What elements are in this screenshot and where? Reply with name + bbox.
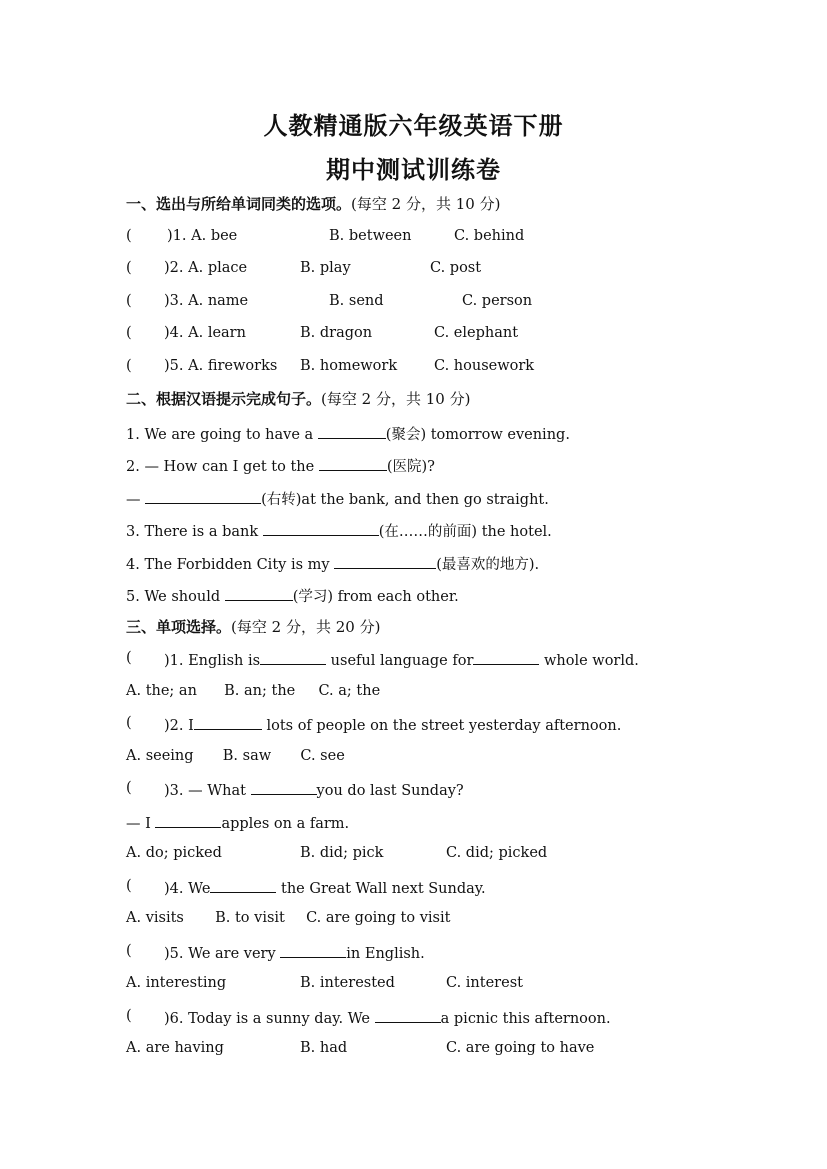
option-a: A. do; picked	[126, 845, 222, 861]
question-4: )4. We the Great Wall next Sunday.	[164, 878, 486, 897]
blank[interactable]	[473, 650, 539, 665]
option-c: C. behind	[454, 228, 525, 244]
blank[interactable]	[263, 521, 379, 536]
sentence-4: 4. The Forbidden City is my (最喜欢的地方).	[126, 553, 539, 574]
answer-bracket: (	[126, 228, 132, 244]
question-1-options	[126, 683, 380, 699]
section2-heading	[126, 388, 470, 409]
blank[interactable]	[334, 554, 436, 569]
option-b: B. interested	[300, 975, 395, 991]
sentence-1: 1. We are going to have a (聚会) tomorrow evening.	[126, 423, 570, 444]
option-a: A. visits	[126, 910, 184, 926]
option-a: A. seeing	[126, 748, 194, 764]
blank[interactable]	[319, 456, 387, 471]
answer-bracket: (	[126, 650, 132, 666]
sentence-2: 2. — How can I get to the (医院)?	[126, 455, 435, 476]
option-c: C. are going to have	[446, 1040, 595, 1056]
option-b: B. dragon	[300, 325, 373, 341]
option-c: C. housework	[434, 358, 535, 374]
section3-score: (每空 2 分，共 20 分)	[231, 618, 381, 636]
option-a: )2. A. place	[164, 260, 248, 276]
section1-score: (每空 2 分，共 10 分)	[351, 195, 501, 213]
option-c: C. person	[462, 293, 533, 309]
blank[interactable]	[194, 715, 262, 730]
option-a: )1. A. bee	[167, 228, 238, 244]
option-c: C. elephant	[434, 325, 519, 341]
blank[interactable]	[251, 780, 317, 795]
section2-title: 二、根据汉语提示完成句子。	[126, 390, 322, 408]
answer-bracket: (	[126, 293, 132, 309]
question-5: )5. We are very in English.	[164, 943, 425, 962]
option-a: A. the; an	[126, 683, 197, 699]
option-b: B. saw	[222, 748, 272, 764]
option-c: C. post	[430, 260, 482, 276]
answer-bracket: (	[126, 715, 132, 731]
section2-score: (每空 2 分，共 10 分)	[321, 390, 471, 408]
option-b: B. did; pick	[300, 845, 384, 861]
option-c: C. did; picked	[446, 845, 548, 861]
question-3: )3. — What you do last Sunday?	[164, 780, 464, 799]
section3-heading	[126, 616, 380, 637]
option-a: )3. A. name	[164, 293, 249, 309]
option-b: B. play	[300, 260, 351, 276]
question-4-options	[126, 910, 450, 926]
blank[interactable]	[260, 650, 326, 665]
option-a: )4. A. learn	[164, 325, 246, 341]
option-c: C. are going to visit	[306, 910, 451, 926]
sentence-5: 5. We should (学习) from each other.	[126, 585, 459, 606]
blank[interactable]	[375, 1008, 441, 1023]
answer-bracket: (	[126, 358, 132, 374]
option-b: B. between	[329, 228, 412, 244]
option-b: B. had	[300, 1040, 348, 1056]
answer-bracket: (	[126, 1008, 132, 1024]
option-b: B. to visit	[215, 910, 285, 926]
sentence-3: 3. There is a bank (在……的前面) the hotel.	[126, 520, 552, 541]
option-b: B. an; the	[224, 683, 296, 699]
option-a: A. are having	[126, 1040, 224, 1056]
blank[interactable]	[145, 489, 261, 504]
option-c: C. a; the	[318, 683, 381, 699]
option-b: B. send	[329, 293, 384, 309]
blank[interactable]	[210, 878, 276, 893]
question-1: )1. English is useful language for whole world.	[164, 650, 639, 669]
section1-title: 一、选出与所给单词同类的选项。	[126, 195, 352, 213]
page-title: 人教精通版六年级英语下册	[263, 111, 564, 140]
section1-heading	[126, 193, 500, 214]
question-2: )2. I lots of people on the street yesterday afternoon.	[164, 715, 621, 734]
answer-bracket: (	[126, 260, 132, 276]
answer-bracket: (	[126, 878, 132, 894]
option-a: )5. A. fireworks	[164, 358, 278, 374]
answer-bracket: (	[126, 780, 132, 796]
answer-bracket: (	[126, 943, 132, 959]
blank[interactable]	[318, 424, 386, 439]
blank[interactable]	[155, 813, 221, 828]
option-c: C. interest	[446, 975, 523, 991]
option-c: C. see	[300, 748, 345, 764]
section3-title: 三、单项选择。	[126, 618, 232, 636]
question-6: )6. Today is a sunny day. We a picnic this afternoon.	[164, 1008, 611, 1027]
question-3-reply: — I apples on a farm.	[126, 813, 349, 832]
option-a: A. interesting	[126, 975, 227, 991]
answer-bracket: (	[126, 325, 132, 341]
option-b: B. homework	[300, 358, 398, 374]
sentence-2-reply: — (右转)at the bank, and then go straight.	[126, 488, 549, 509]
question-2-options	[126, 748, 345, 764]
page-subtitle: 期中测试训练卷	[326, 155, 501, 184]
blank[interactable]	[225, 586, 293, 601]
blank[interactable]	[280, 943, 346, 958]
